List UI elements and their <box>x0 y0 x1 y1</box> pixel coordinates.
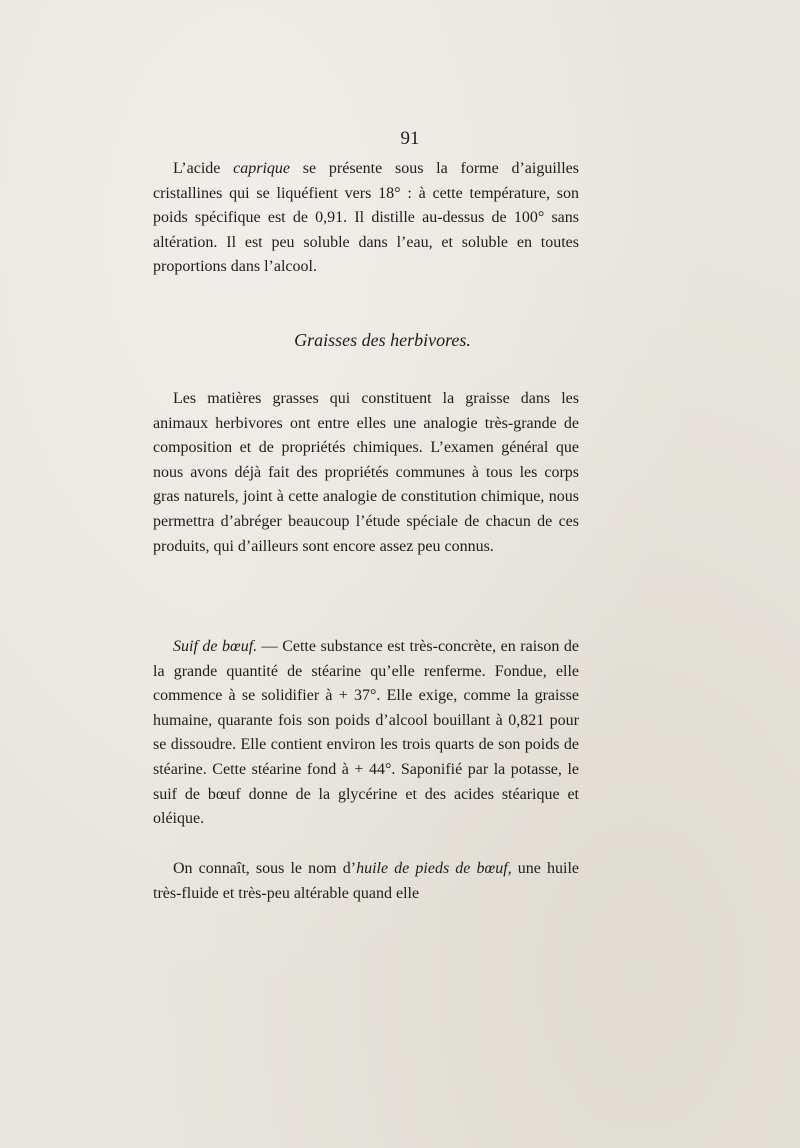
text-before: On connaît, sous le nom d’ <box>173 860 357 877</box>
term-huile-de-pieds: huile de pieds de bœuf, <box>356 860 512 877</box>
paragraph-suif-de-boeuf <box>153 635 579 832</box>
text-after: se présente sous la forme d’aiguilles cristallines qui se liquéfient vers 18° : à cette température, son poids spécifique est de 0,91. Il distille au-dessus de 100° sans altération. Il est peu soluble dans l’eau, et soluble en toutes proportions dans l’alcool. <box>153 160 579 276</box>
paragraph-huile-de-pieds <box>153 857 579 906</box>
page-number: 91 <box>400 128 420 149</box>
text-after: une huile très-fluide et très-peu altérable quand elle <box>153 860 580 902</box>
paragraph-graisses: Les matières grasses qui constituent la graisse dans les animaux herbivores ont entre elles une analogie très-grande de composition et de propriétés chimiques. L’examen général que nous avons déjà fait des propriétés communes à tous les corps gras naturels, joint à cette analogie de constitution chimique, nous permettra d’abréger beaucoup l’étude spéciale de chacun de ces produits, qui d’ailleurs sont encore assez peu connus. <box>153 390 579 555</box>
section-heading: Graisses des herbivores. <box>294 330 471 350</box>
term-caprique: caprique <box>233 160 291 177</box>
term-suif-de-boeuf: Suif de bœuf. <box>173 638 258 655</box>
text-after: — Cette substance est très-concrète, en raison de la grande quantité de stéarine qu’elle renferme. Fondue, elle commence à se solidifier à + 37°. Elle exige, comme la graisse humaine, quarante fois son poids d’alcool bouillant à 0,821 pour se dissoudre. Elle contient environ les trois quarts de son poids de stéarine. Cette stéarine fond à + 44°. Saponifié par la potasse, le suif de bœuf donne de la glycérine et des acides stéarique et oléique. <box>153 638 579 828</box>
text-before: L’acide <box>173 160 234 177</box>
paragraph-acide-caprique <box>153 157 579 280</box>
